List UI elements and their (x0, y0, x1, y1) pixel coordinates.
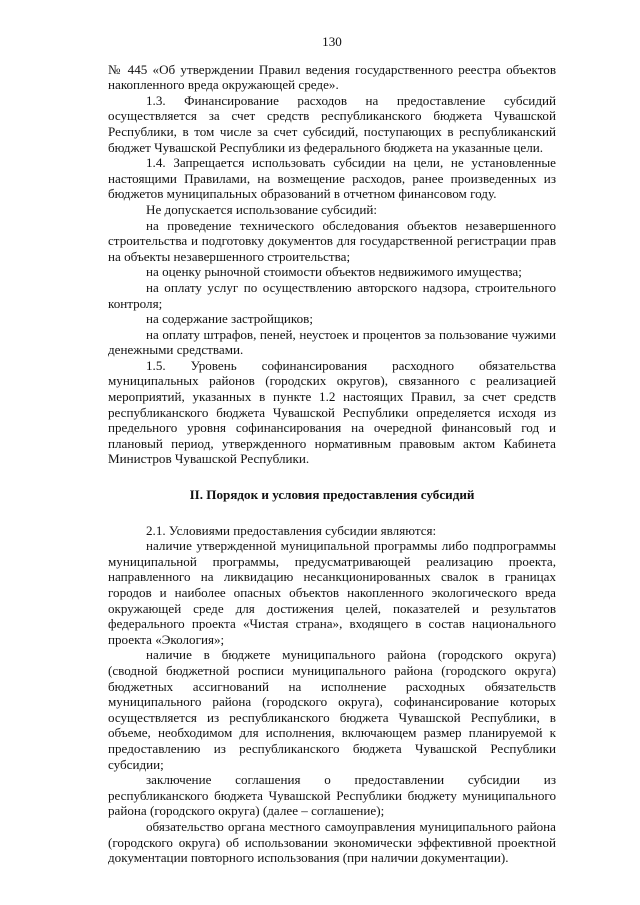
paragraph-continuation: № 445 «Об утверждении Правил ведения государственного реестра объектов накопленного вреда окружающей среде». (108, 61, 556, 93)
list-item: на оценку рыночной стоимости объектов недвижимого имущества; (146, 264, 522, 280)
section-2-body (108, 523, 556, 866)
condition-item: обязательство органа местного самоуправления муниципального района (городского округа) об использовании экономически эффективной проектной документации повторного использования (при наличии документации). (108, 818, 556, 866)
list-item: на содержание застройщиков; (146, 311, 313, 327)
list-item: на оплату услуг по осуществлению авторского надзора, строительного контроля; (108, 279, 556, 311)
paragraph-1-3: 1.3. Финансирование расходов на предоставление субсидий осуществляется за счет средств республиканского бюджета Чувашской Республики, в том числе за счет субсидий, поступающих в республиканский бюджет Чувашской Республики из федерального бюджета на указанные цели. (108, 92, 556, 155)
paragraph-1-4: 1.4. Запрещается использовать субсидии на цели, не установленные настоящими Правилами, на возмещение расходов, ранее произведенных из бюджетов муниципальных образований в отчетном финансовом году. (108, 155, 556, 202)
section-1-body (108, 62, 556, 467)
condition-item: наличие утвержденной муниципальной программы либо подпрограммы муниципальной программы, предусматривающей реализацию проекта, направленного на ликвидацию несанкционированных свалок в границах городов и наиболее опасных объектов накопленного экологического вреда окружающей среде для достижения целей, показателей и результатов федерального проекта «Чистая страна», входящего в состав национального проекта «Экология»; (108, 538, 556, 647)
list-item: на оплату штрафов, пеней, неустоек и процентов за пользование чужими денежными средствами. (108, 326, 556, 358)
list-item: на проведение технического обследования объектов незавершенного строительства и подготовку документов для государственной регистрации прав на объекты незавершенного строительства; (108, 217, 556, 264)
paragraph-2-1: 2.1. Условиями предоставления субсидии являются: (146, 522, 437, 538)
paragraph-prohibition-intro: Не допускается использование субсидий: (146, 201, 377, 217)
section-heading: II. Порядок и условия предоставления субсидий (189, 487, 475, 503)
page-number: 130 (322, 34, 342, 49)
condition-item: наличие в бюджете муниципального района (городского округа) (сводной бюджетной росписи муниципального района (городского округа) бюджетных ассигнований на исполнение расходных обязательств муниципального района (городского округа), софинансирование которых осуществляется из республиканского бюджета Чувашской Республики, в объеме, необходимом для исполнения, включающем размер планируемой к предоставлению из республиканского бюджета Чувашской Республики субсидии; (108, 647, 556, 772)
condition-item: заключение соглашения о предоставлении субсидии из республиканского бюджета Чувашской Республики бюджету муниципального района (городского округа) (далее – соглашение); (108, 772, 556, 819)
paragraph-1-5: 1.5. Уровень софинансирования расходного обязательства муниципальных районов (городских округов), связанного с реализацией мероприятий, указанных в пункте 1.2 настоящих Правил, за счет средств республиканского бюджета Чувашской Республики определяется исходя из предельного уровня софинансирования на очередной финансовый год и плановый период, утвержденного нормативным правовым актом Кабинета Министров Чувашской Республики. (108, 357, 556, 467)
